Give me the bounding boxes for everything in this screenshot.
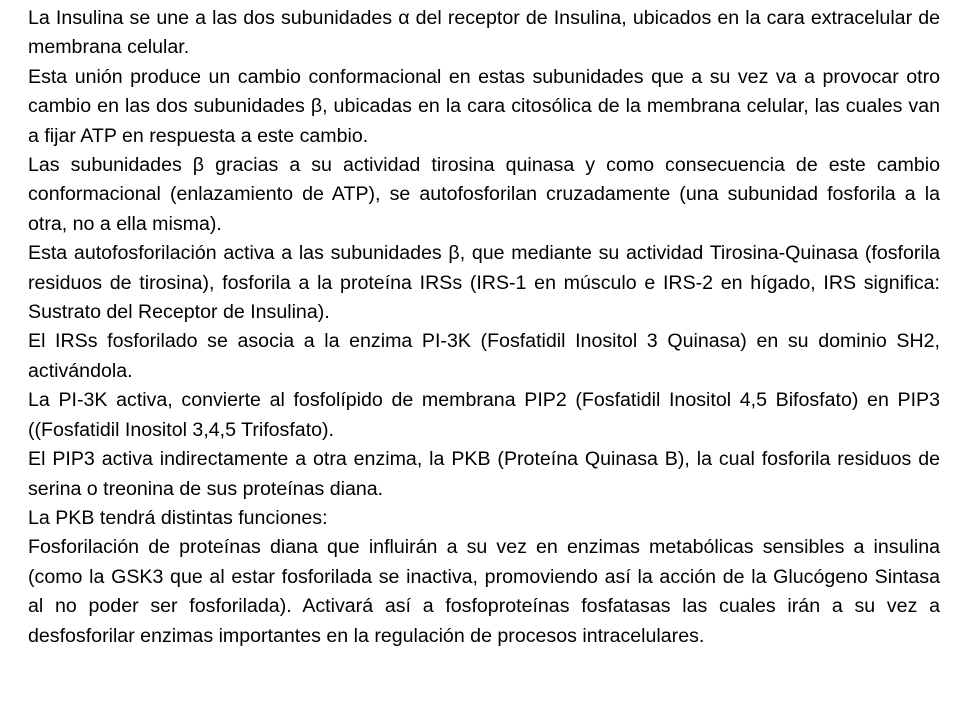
paragraph-conformational-change: Esta unión produce un cambio conformacional en estas subunidades que a su vez va a provocar otro cambio en las dos subunidades β, ubicadas en la cara citosólica de la membrana celular, las cuales van a fijar ATP en respuesta a este cambio. [28,65,940,147]
paragraph-insulin-binding: La Insulina se une a las dos subunidades α del receptor de Insulina, ubicados en la cara extracelular de membrana celular. [28,7,940,59]
paragraph-pkb-activation: El PIP3 activa indirectamente a otra enzima, la PKB (Proteína Quinasa B), la cual fosforila residuos de serina o treonina de sus proteínas diana. [28,448,940,500]
paragraph-pkb-functions: La PKB tendrá distintas funciones: [28,506,328,529]
paragraph-irs-phosphorylation: Esta autofosforilación activa a las subunidades β, que mediante su actividad Tirosina-Quinasa (fosforila residuos de tirosina), fosforila a la proteína IRSs (IRS-1 en músculo e IRS-2 en hígado, IRS significa: Sustrato del Receptor de Insulina). [28,242,940,324]
paragraph-pi3k-activation: El IRSs fosforilado se asocia a la enzima PI-3K (Fosfatidil Inositol 3 Quinasa) en su dominio SH2, activándola. [28,330,940,382]
paragraph-target-proteins: Fosforilación de proteínas diana que influirán a su vez en enzimas metabólicas sensibles a insulina (como la GSK3 que al estar fosforilada se inactiva, promoviendo así la acción de la Glucógeno Sintasa al no poder ser fosforilada). Activará así a fosfoproteínas fosfatasas las cuales irán a su vez a desfosforilar enzimas importantes en la regulación de procesos intracelulares. [28,536,940,647]
body-text [28,4,940,651]
paragraph-pip2-to-pip3: La PI-3K activa, convierte al fosfolípido de membrana PIP2 (Fosfatidil Inositol 4,5 Bifosfato) en PIP3 ((Fosfatidil Inositol 3,4,5 Trifosfato). [28,389,940,441]
paragraph-autophosphorylation: Las subunidades β gracias a su actividad tirosina quinasa y como consecuencia de este cambio conformacional (enlazamiento de ATP), se autofosforilan cruzadamente (una subunidad fosforila a la otra, no a ella misma). [28,154,940,235]
